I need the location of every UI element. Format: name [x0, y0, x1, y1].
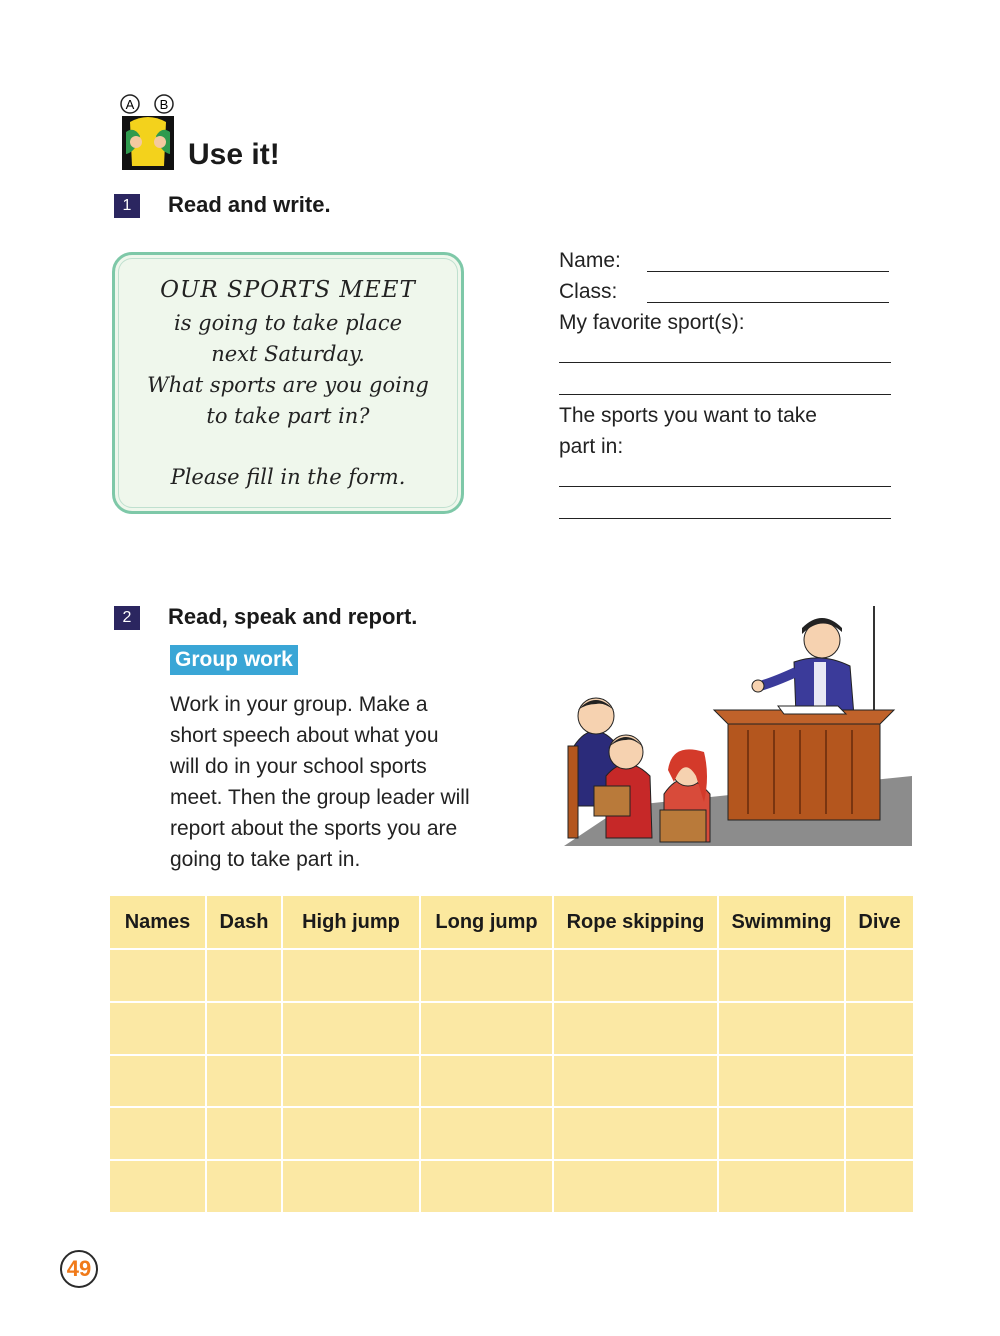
wanted-sports-field[interactable]	[559, 518, 891, 519]
task-number-badge: 2	[114, 606, 140, 630]
table-cell[interactable]	[420, 1055, 553, 1108]
logo-letter-b: B	[159, 97, 169, 112]
table-cell[interactable]	[282, 1055, 420, 1108]
column-header-dive: Dive	[845, 896, 913, 949]
name-label: Name:	[559, 249, 621, 272]
logo-letter-a: A	[125, 97, 135, 112]
table-cell[interactable]	[110, 1107, 206, 1160]
favorite-sports-field[interactable]	[559, 394, 891, 395]
wanted-sports-field[interactable]	[559, 486, 891, 487]
table-cell[interactable]	[845, 1107, 913, 1160]
table-body	[110, 949, 913, 1213]
table-cell[interactable]	[718, 1160, 845, 1213]
notice-line: Please fill in the form.	[170, 465, 406, 489]
sports-meet-notice	[112, 252, 464, 514]
notice-line: to take part in?	[206, 404, 370, 428]
table-cell[interactable]	[420, 1107, 553, 1160]
name-field[interactable]	[647, 271, 889, 272]
paragraph-line: Work in your group. Make a	[170, 693, 428, 716]
table-cell[interactable]	[282, 1002, 420, 1055]
paragraph-line: going to take part in.	[170, 848, 361, 871]
task-number-badge: 1	[114, 194, 140, 218]
column-header-names: Names	[110, 896, 206, 949]
table-row	[110, 1160, 913, 1213]
paragraph-line: short speech about what you	[170, 724, 439, 747]
table-cell[interactable]	[845, 1055, 913, 1108]
favorite-sports-field[interactable]	[559, 362, 891, 363]
notice-heading: OUR SPORTS MEET	[160, 277, 416, 303]
paragraph-line: report about the sports you are	[170, 817, 458, 840]
table-cell[interactable]	[420, 949, 553, 1002]
table-row	[110, 1107, 913, 1160]
favorite-sports-label: My favorite sport(s):	[559, 311, 745, 334]
table-cell[interactable]	[206, 1107, 282, 1160]
instructions-paragraph	[170, 689, 470, 875]
group-work-tag: Group work	[170, 645, 298, 675]
column-header-swimming: Swimming	[718, 896, 845, 949]
section-logo-icon	[112, 92, 184, 172]
table-cell[interactable]	[845, 1160, 913, 1213]
table-cell[interactable]	[206, 1002, 282, 1055]
table-row	[110, 1055, 913, 1108]
table-cell[interactable]	[718, 1002, 845, 1055]
classroom-illustration	[564, 606, 912, 846]
page-number: 49	[60, 1250, 98, 1288]
table-cell[interactable]	[282, 949, 420, 1002]
table-row	[110, 949, 913, 1002]
table-cell[interactable]	[282, 1107, 420, 1160]
table-cell[interactable]	[282, 1160, 420, 1213]
paragraph-line: will do in your school sports	[170, 755, 427, 778]
class-field[interactable]	[647, 302, 889, 303]
column-header-high-jump: High jump	[282, 896, 420, 949]
paragraph-line: meet. Then the group leader will	[170, 786, 470, 809]
table-cell[interactable]	[845, 1002, 913, 1055]
table-cell[interactable]	[553, 1002, 718, 1055]
table-row	[110, 1002, 913, 1055]
table-cell[interactable]	[110, 1160, 206, 1213]
table-header-row	[110, 896, 913, 949]
table-cell[interactable]	[206, 1160, 282, 1213]
table-cell[interactable]	[718, 949, 845, 1002]
section-title: Use it!	[188, 138, 280, 171]
class-label: Class:	[559, 280, 618, 303]
task-title: Read, speak and report.	[168, 604, 418, 629]
table-cell[interactable]	[553, 1160, 718, 1213]
table-cell[interactable]	[110, 1055, 206, 1108]
sports-table	[110, 896, 913, 1214]
column-header-long-jump: Long jump	[420, 896, 553, 949]
table-cell[interactable]	[206, 1055, 282, 1108]
table-cell[interactable]	[718, 1107, 845, 1160]
table-cell[interactable]	[553, 949, 718, 1002]
notice-line: next Saturday.	[211, 342, 365, 366]
table-cell[interactable]	[420, 1160, 553, 1213]
table-cell[interactable]	[110, 1002, 206, 1055]
table-cell[interactable]	[206, 949, 282, 1002]
table-cell[interactable]	[718, 1055, 845, 1108]
column-header-dash: Dash	[206, 896, 282, 949]
notice-line: What sports are you going	[147, 373, 429, 397]
table-cell[interactable]	[553, 1107, 718, 1160]
wanted-sports-label: The sports you want to take	[559, 404, 817, 427]
table-cell[interactable]	[845, 949, 913, 1002]
table-cell[interactable]	[553, 1055, 718, 1108]
column-header-rope-skipping: Rope skipping	[553, 896, 718, 949]
notice-line: is going to take place	[173, 311, 403, 335]
task-title: Read and write.	[168, 192, 331, 217]
table-cell[interactable]	[420, 1002, 553, 1055]
table-cell[interactable]	[110, 949, 206, 1002]
wanted-sports-label: part in:	[559, 435, 624, 458]
